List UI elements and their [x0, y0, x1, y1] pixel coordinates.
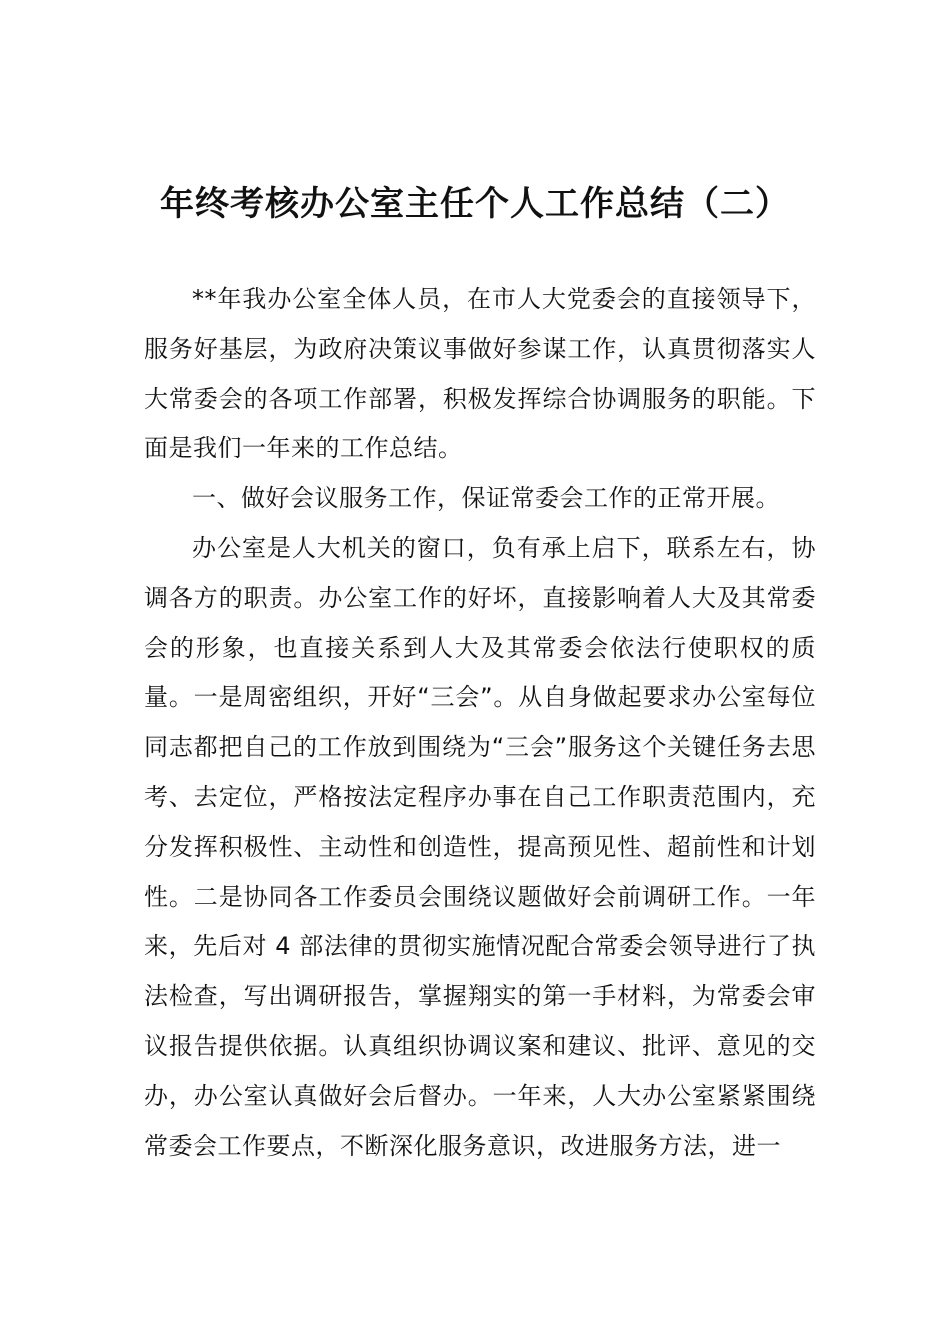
paragraph-office-duties: 办公室是人大机关的窗口，负有承上启下，联系左右，协调各方的职责。办公室工作的好坏，直接影响着人大及其常委会的形象，也直接关系到人大及其常委会依法行使职权的质量。一是周密组织，开好“三会”。从自身做起要求办公室每位同志都把自己的工作放到围绕为“三会”服务这个关键任务去思考、去定位，严格按法定程序办事在自己工作职责范围内，充分发挥积极性、主动性和创造性，提高预见性、超前性和计划性。二是协同各工作委员会围绕议题做好会前调研工作。一年来，先后对 4 部法律的贯彻实施情况配合常委会领导进行了执法检查，写出调研报告，掌握翔实的第一手材料，为常委会审议报告提供依据。认真组织协调议案和建议、批评、意见的交办，办公室认真做好会后督办。一年来，人大办公室紧紧围绕常委会工作要点，不断深化服务意识，改进服务方法，进一	[144, 533, 816, 1160]
paragraph-intro: **年我办公室全体人员，在市人大党委会的直接领导下，服务好基层，为政府决策议事做好参谋工作，认真贯彻落实人大常委会的各项工作部署，积极发挥综合协调服务的职能。下面是我们一年来的工作总结。	[144, 285, 816, 463]
document-body	[144, 275, 816, 1171]
paragraph-section-heading: 一、做好会议服务工作，保证常委会工作的正常开展。	[192, 484, 780, 513]
document-title: 年终考核办公室主任个人工作总结（二）	[160, 184, 790, 224]
